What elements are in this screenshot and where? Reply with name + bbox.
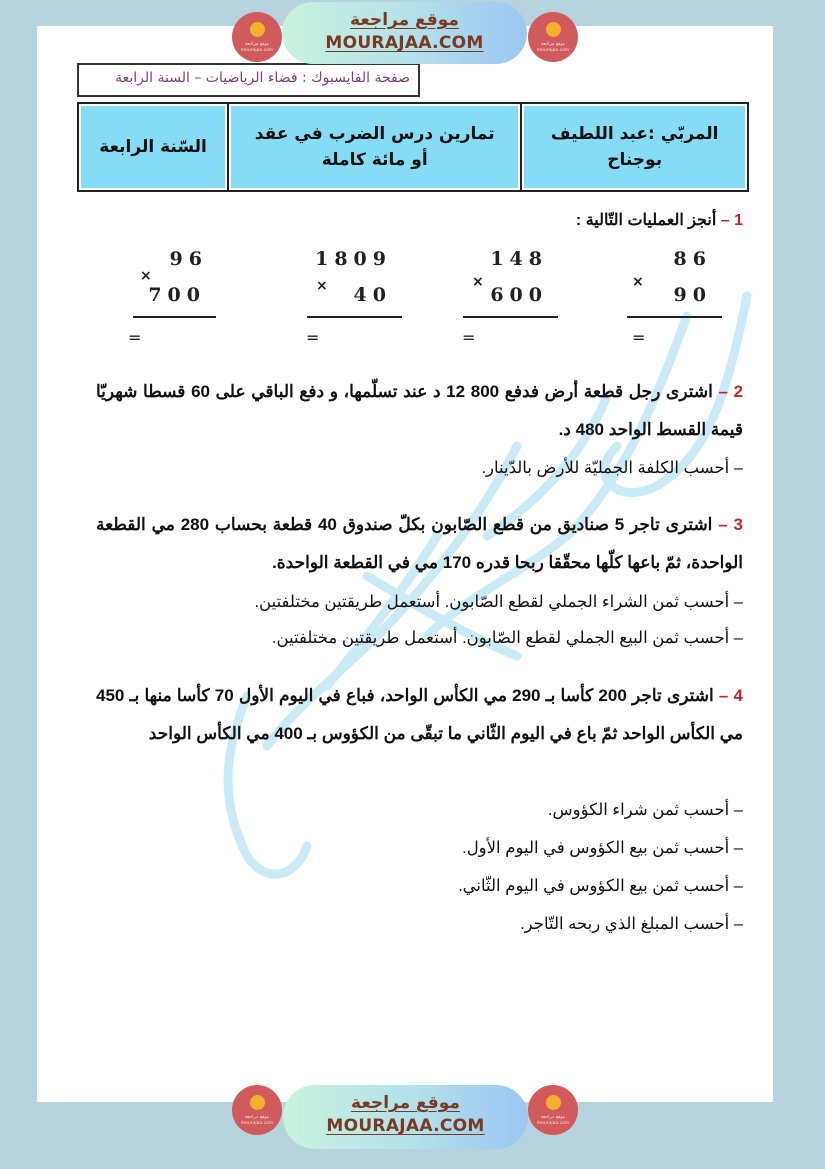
site-badge-right [528,1085,578,1135]
question-statement: اشترى تاجر 5 صناديق من قطع الصّابون بكلّ صندوق 40 قطعة بحساب 280 مي القطعة الواحدة، ثمّ باعها كلّها محقّقا ربحا قدره 170 مي في القطعة الواحدة. [96,515,743,572]
multiplicand: 1809 [315,248,392,270]
multiplication-operation [622,248,722,348]
equals-sign: = [128,328,142,347]
badge-label-en: mourajaa.com [536,1121,570,1126]
lesson-title-cell [227,104,520,190]
equals-sign: = [632,328,646,347]
question-dash: – [716,212,735,229]
multiplicand: 86 [673,248,712,270]
badge-label-ar: موقع مراجعة [244,42,270,47]
badge-label-en: mourajaa.com [240,48,274,53]
book-logo-icon [250,22,265,37]
question-number: 4 [733,686,744,705]
question-dash: – [713,686,734,705]
result-line [133,316,216,318]
multiplication-operation [458,248,558,348]
banner-latin-link[interactable]: MOURAJAA.COM [326,1116,485,1136]
question-3-text [96,506,743,582]
question-number: 1 [734,212,743,229]
lesson-title-line1: تمارين درس الضرب في عقد [254,124,495,144]
site-banner-bottom[interactable] [283,1085,528,1149]
result-line [463,316,558,318]
question-statement: اشترى رجل قطعة أرض فدفع 800 12 د عند تسلّمها، و دفع الباقي على 60 قسطا شهريّا قيمة القسط الواحد 480 د. [96,382,743,439]
question-3-task: – أحسب ثمن الشراء الجملي لقطع الصّابون. أستعمل طريقتين مختلفتين. [254,593,743,611]
multiplicand: 96 [169,248,208,270]
equals-sign: = [306,328,320,347]
question-2-text [96,373,743,449]
badge-label-ar: موقع مراجعة [540,42,566,47]
multiplication-operation [302,248,402,348]
question-1-heading [576,210,743,230]
badge-label-ar: موقع مراجعة [540,1115,566,1120]
lesson-title-line2: أو مائة كاملة [321,150,428,170]
multiplier: 40 [353,284,392,306]
question-2-task: – أحسب الكلفة الجمليّة للأرض بالدّينار. [481,459,743,477]
question-4-task: – أحسب ثمن بيع الكؤوس في اليوم الأول. [462,839,743,857]
teacher-name: المربّي :عبد اللطيف بوجناح [550,124,719,170]
site-badge-left [232,12,282,62]
book-logo-icon [546,22,561,37]
result-line [627,316,722,318]
question-4-text [96,677,743,753]
question-number: 2 [733,382,744,401]
banner-arabic-link[interactable]: موقع مراجعة [351,1093,460,1113]
grade-label: السّنة الرابعة [99,137,207,157]
times-icon: × [632,274,644,290]
times-icon: × [140,268,152,284]
question-dash: – [712,382,734,401]
grade-cell [79,104,227,190]
banner-latin-link[interactable]: MOURAJAA.COM [325,33,484,53]
equals-sign: = [462,328,476,347]
badge-label-en: mourajaa.com [240,1121,274,1126]
question-statement: اشترى تاجر 200 كأسا بـ 290 مي الكأس الواحد، فباع في اليوم الأول 70 كأسا منها بـ 450 مي الكأس الواحد ثمّ باع في اليوم الثّاني ما تبقّى من الكؤوس بـ 400 مي الكأس الواحد [96,686,743,743]
worksheet-header-table [77,102,749,192]
badge-label-ar: موقع مراجعة [244,1115,270,1120]
result-line [307,316,402,318]
site-badge-left [232,1085,282,1135]
question-text: أنجز العمليات التّالية : [575,212,717,229]
question-4-task: – أحسب ثمن بيع الكؤوس في اليوم الثّاني. [458,877,743,895]
multiplier: 90 [673,284,712,306]
teacher-name-cell [520,104,747,190]
question-number: 3 [733,515,743,534]
multiplier: 600 [490,284,548,306]
times-icon: × [316,278,328,294]
site-banner-top[interactable] [282,2,527,64]
times-icon: × [472,274,484,290]
facebook-page-label: صفحة الفايسبوك : فضاء الرياضيات – السنة الرابعة [77,63,420,97]
multiplicand: 148 [490,248,548,270]
banner-arabic-link[interactable]: موقع مراجعة [350,10,459,30]
book-logo-icon [546,1095,561,1110]
multiplier: 700 [148,284,206,306]
multiplication-operation [128,248,216,348]
question-4-task: – أحسب المبلغ الذي ربحه التّاجر. [520,915,743,933]
site-badge-right [528,12,578,62]
question-3-task: – أحسب ثمن البيع الجملي لقطع الصّابون. أستعمل طريقتين مختلفتين. [271,629,743,647]
question-4-task: – أحسب ثمن شراء الكؤوس. [547,801,743,819]
badge-label-en: mourajaa.com [536,48,570,53]
book-logo-icon [250,1095,265,1110]
question-dash: – [712,515,734,534]
